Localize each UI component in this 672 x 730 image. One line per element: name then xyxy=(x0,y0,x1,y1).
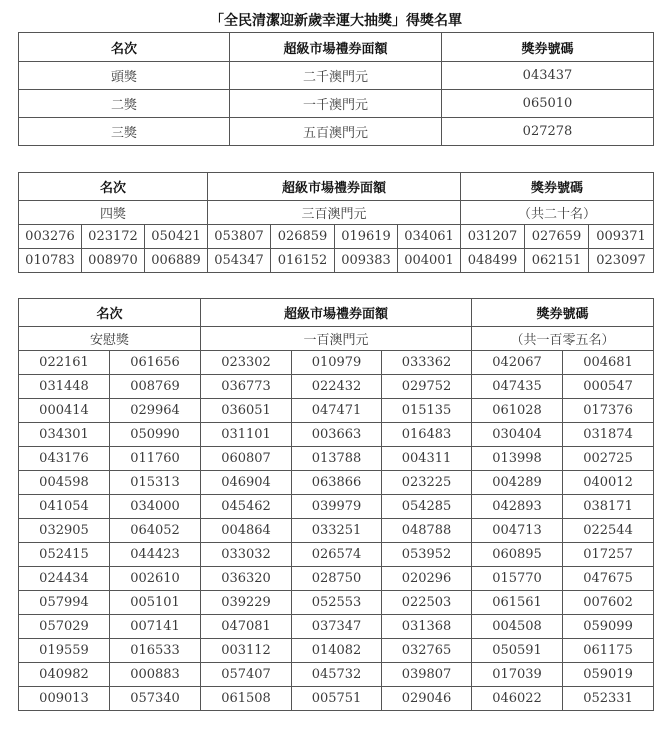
ticket-number: 041054 xyxy=(19,495,110,519)
ticket-number: 057407 xyxy=(201,663,292,687)
header-value: 超級市場禮券面額 xyxy=(208,173,461,201)
ticket-number: 017376 xyxy=(563,399,654,423)
ticket-number: 061028 xyxy=(472,399,563,423)
ticket-number: 048788 xyxy=(382,519,472,543)
ticket-number: 023172 xyxy=(82,225,145,249)
ticket-number: 022503 xyxy=(382,591,472,615)
ticket-number: 036051 xyxy=(201,399,292,423)
ticket-number: 015770 xyxy=(472,567,563,591)
ticket-number: 029964 xyxy=(110,399,201,423)
ticket-number: 057994 xyxy=(19,591,110,615)
ticket-number: 007141 xyxy=(110,615,201,639)
ticket-number: 060895 xyxy=(472,543,563,567)
ticket-number: 023097 xyxy=(589,249,654,273)
ticket-number: 047675 xyxy=(563,567,654,591)
prize-rank: 安慰獎 xyxy=(19,327,201,351)
ticket-number: 047081 xyxy=(201,615,292,639)
ticket-number: 050421 xyxy=(145,225,208,249)
prize-value: 五百澳門元 xyxy=(230,118,442,146)
table-row xyxy=(19,423,654,447)
prize-rank: 三獎 xyxy=(19,118,230,146)
ticket-number: 003112 xyxy=(201,639,292,663)
ticket-number: 028750 xyxy=(292,567,382,591)
ticket-number: 043176 xyxy=(19,447,110,471)
ticket-number: 034000 xyxy=(110,495,201,519)
ticket-number: 008769 xyxy=(110,375,201,399)
ticket-number: 032905 xyxy=(19,519,110,543)
ticket-number: 059099 xyxy=(563,615,654,639)
ticket-number: 050591 xyxy=(472,639,563,663)
ticket-number: 052331 xyxy=(563,687,654,711)
ticket-number: 063866 xyxy=(292,471,382,495)
ticket-number: 017039 xyxy=(472,663,563,687)
ticket-number: 034301 xyxy=(19,423,110,447)
ticket-number: 004508 xyxy=(472,615,563,639)
ticket-number: 020296 xyxy=(382,567,472,591)
ticket-number: 057029 xyxy=(19,615,110,639)
ticket-number: 000414 xyxy=(19,399,110,423)
prize-rank: 二獎 xyxy=(19,90,230,118)
ticket-number: 027659 xyxy=(525,225,589,249)
ticket-number: 052553 xyxy=(292,591,382,615)
ticket-number: 023225 xyxy=(382,471,472,495)
ticket-number: 042067 xyxy=(472,351,563,375)
ticket-number: 000883 xyxy=(110,663,201,687)
prize-value: 二千澳門元 xyxy=(230,62,442,90)
ticket-number: 029752 xyxy=(382,375,472,399)
ticket-number: 007602 xyxy=(563,591,654,615)
ticket-number: 014082 xyxy=(292,639,382,663)
header-rank: 名次 xyxy=(19,33,230,62)
prize-rank: 四獎 xyxy=(19,201,208,225)
ticket-number: 013788 xyxy=(292,447,382,471)
ticket-number: 008970 xyxy=(82,249,145,273)
ticket-number: 033032 xyxy=(201,543,292,567)
ticket-number: 013998 xyxy=(472,447,563,471)
ticket-number: 036320 xyxy=(201,567,292,591)
winner-count: （共一百零五名） xyxy=(472,327,654,351)
ticket-number: 031874 xyxy=(563,423,654,447)
ticket-number: 047435 xyxy=(472,375,563,399)
winner-count: （共二十名） xyxy=(461,201,654,225)
ticket-number: 038171 xyxy=(563,495,654,519)
ticket-number: 011760 xyxy=(110,447,201,471)
ticket-number: 031101 xyxy=(201,423,292,447)
ticket-number: 003276 xyxy=(19,225,82,249)
ticket-number: 046022 xyxy=(472,687,563,711)
table-row xyxy=(19,639,654,663)
header-number: 獎券號碼 xyxy=(442,33,654,62)
ticket-number: 054347 xyxy=(208,249,271,273)
page-title: 「全民清潔迎新歲幸運大抽獎」得獎名單 xyxy=(210,13,462,29)
table-row xyxy=(19,375,654,399)
ticket-number: 024434 xyxy=(19,567,110,591)
ticket-number: 064052 xyxy=(110,519,201,543)
ticket-number: 009371 xyxy=(589,225,654,249)
ticket-number: 006889 xyxy=(145,249,208,273)
ticket-number: 047471 xyxy=(292,399,382,423)
ticket-number: 009013 xyxy=(19,687,110,711)
ticket-number: 004681 xyxy=(563,351,654,375)
ticket-number: 048499 xyxy=(461,249,525,273)
prize-value: 一百澳門元 xyxy=(201,327,472,351)
ticket-number: 010783 xyxy=(19,249,82,273)
ticket-number: 060807 xyxy=(201,447,292,471)
ticket-number: 023302 xyxy=(201,351,292,375)
ticket-number: 062151 xyxy=(525,249,589,273)
ticket-number: 029046 xyxy=(382,687,472,711)
ticket-number: 061175 xyxy=(563,639,654,663)
ticket-number: 016483 xyxy=(382,423,472,447)
table-row xyxy=(19,615,654,639)
ticket-number: 005751 xyxy=(292,687,382,711)
ticket-number: 040012 xyxy=(563,471,654,495)
ticket-number: 022544 xyxy=(563,519,654,543)
ticket-number: 019619 xyxy=(335,225,398,249)
ticket-number: 015313 xyxy=(110,471,201,495)
table-row xyxy=(19,663,654,687)
ticket-number: 004311 xyxy=(382,447,472,471)
header-value: 超級市場禮券面額 xyxy=(201,299,472,327)
ticket-number: 019559 xyxy=(19,639,110,663)
ticket-number: 061508 xyxy=(201,687,292,711)
prize-table-fourth xyxy=(18,172,654,273)
ticket-number: 004598 xyxy=(19,471,110,495)
ticket-number: 026574 xyxy=(292,543,382,567)
ticket-number: 002610 xyxy=(110,567,201,591)
ticket-number: 017257 xyxy=(563,543,654,567)
table-row xyxy=(19,687,654,711)
ticket-number: 010979 xyxy=(292,351,382,375)
ticket-number: 046904 xyxy=(201,471,292,495)
ticket-number: 053952 xyxy=(382,543,472,567)
table-row xyxy=(19,495,654,519)
ticket-number: 031368 xyxy=(382,615,472,639)
ticket-number: 031448 xyxy=(19,375,110,399)
ticket-number: 057340 xyxy=(110,687,201,711)
ticket-number: 022432 xyxy=(292,375,382,399)
ticket-number: 004864 xyxy=(201,519,292,543)
table-row xyxy=(19,543,654,567)
header-number: 獎券號碼 xyxy=(472,299,654,327)
table-row xyxy=(19,591,654,615)
ticket-number: 016533 xyxy=(110,639,201,663)
ticket-number: 032765 xyxy=(382,639,472,663)
prize-table-top3 xyxy=(18,32,654,146)
ticket-number: 053807 xyxy=(208,225,271,249)
ticket-number: 030404 xyxy=(472,423,563,447)
ticket-number: 022161 xyxy=(19,351,110,375)
ticket-number: 036773 xyxy=(201,375,292,399)
ticket-number: 004713 xyxy=(472,519,563,543)
ticket-number: 004001 xyxy=(398,249,461,273)
ticket-number: 000547 xyxy=(563,375,654,399)
ticket-number: 005101 xyxy=(110,591,201,615)
ticket-number: 044423 xyxy=(110,543,201,567)
ticket-number: 045732 xyxy=(292,663,382,687)
ticket-number: 004289 xyxy=(472,471,563,495)
ticket-number: 052415 xyxy=(19,543,110,567)
prize-rank: 頭獎 xyxy=(19,62,230,90)
table-row xyxy=(19,567,654,591)
ticket-number: 061561 xyxy=(472,591,563,615)
prize-value: 三百澳門元 xyxy=(208,201,461,225)
ticket-number: 040982 xyxy=(19,663,110,687)
ticket-number: 016152 xyxy=(271,249,335,273)
header-rank: 名次 xyxy=(19,299,201,327)
ticket-number: 039229 xyxy=(201,591,292,615)
ticket-number: 002725 xyxy=(563,447,654,471)
ticket-number: 042893 xyxy=(472,495,563,519)
ticket-number: 050990 xyxy=(110,423,201,447)
ticket-number: 045462 xyxy=(201,495,292,519)
ticket-number: 039807 xyxy=(382,663,472,687)
ticket-number: 039979 xyxy=(292,495,382,519)
ticket-number: 033362 xyxy=(382,351,472,375)
prize-value: 一千澳門元 xyxy=(230,90,442,118)
table-row xyxy=(19,447,654,471)
ticket-number: 059019 xyxy=(563,663,654,687)
ticket-number: 015135 xyxy=(382,399,472,423)
ticket-number: 009383 xyxy=(335,249,398,273)
consolation-numbers xyxy=(19,351,654,711)
header-rank: 名次 xyxy=(19,173,208,201)
table-row xyxy=(19,519,654,543)
ticket-number: 054285 xyxy=(382,495,472,519)
prize-table-consolation xyxy=(18,298,654,711)
ticket-number: 003663 xyxy=(292,423,382,447)
prize-number: 065010 xyxy=(442,90,654,118)
prize-number: 043437 xyxy=(442,62,654,90)
table-row xyxy=(19,399,654,423)
ticket-number: 026859 xyxy=(271,225,335,249)
ticket-number: 034061 xyxy=(398,225,461,249)
header-value: 超級市場禮券面額 xyxy=(230,33,442,62)
ticket-number: 061656 xyxy=(110,351,201,375)
table-row xyxy=(19,351,654,375)
header-number: 獎券號碼 xyxy=(461,173,654,201)
ticket-number: 037347 xyxy=(292,615,382,639)
ticket-number: 031207 xyxy=(461,225,525,249)
prize-number: 027278 xyxy=(442,118,654,146)
table-row xyxy=(19,471,654,495)
ticket-number: 033251 xyxy=(292,519,382,543)
